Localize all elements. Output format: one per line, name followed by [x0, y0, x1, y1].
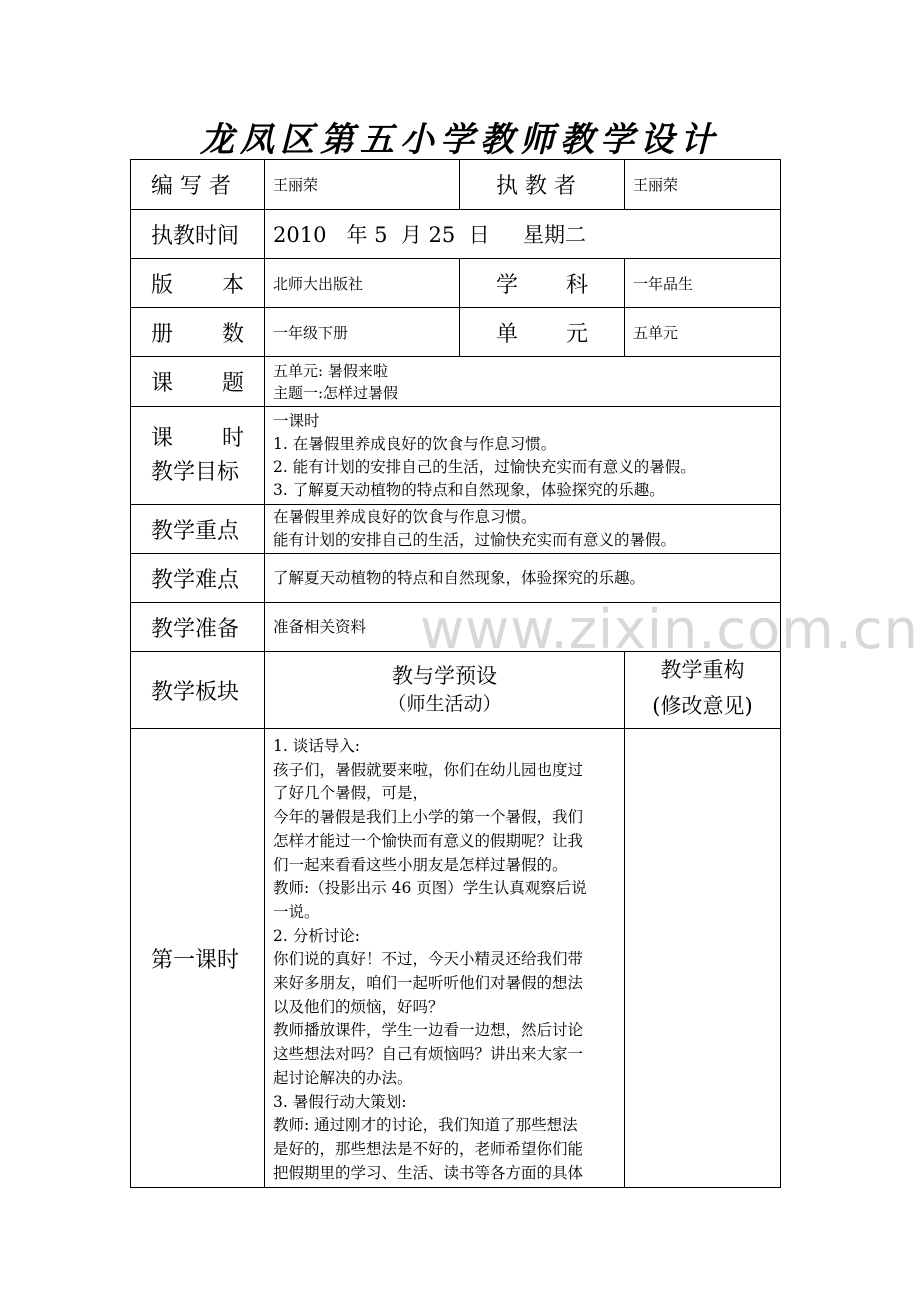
time-value: 2010 年 5 月 25 日 星期二: [265, 210, 781, 259]
difficulty-label: 教学难点: [131, 554, 265, 603]
first-lesson-content: 1. 谈话导入: 孩子们，暑假就要来啦，你们在幼儿园也度过 了好几个暑假，可是， 今年的暑假是我们上小学的第一个暑假，我们 怎样才能过一个愉快而有意义的假期呢？让我 们一起来看看这些小朋友是怎样过暑假的。 教师:（投影出示 46 页图）学生认真观察后说 一说。 2. 分析讨论: 你们说的真好！不过，今天小精灵还给我们带 来好多朋友，咱们一起听听他们对暑假的想法 以及他们的烦恼，好吗？ 教师播放课件，学生一边看一边想，然后讨论 这些想法对吗？自己有烦恼吗？讲出来大家一 起讨论解决的办法。 3. 暑假行动大策划: 教师: 通过刚才的讨论，我们知道了那些想法 是好的，那些想法是不好的，老师希望你们能 把假期里的学习、生活、读书等各方面的具体: [265, 729, 625, 1188]
edition-label: 版 本: [151, 272, 244, 298]
page-title: 龙凤区第五小学教师教学设计: [200, 120, 720, 160]
rebuild-header: 教学重构 (修改意见): [625, 652, 781, 729]
topic-value: 五单元: 暑假来啦 主题一:怎样过暑假: [265, 357, 781, 407]
key-row: [131, 505, 781, 554]
unit-value: 五单元: [625, 308, 781, 357]
lesson-plan-table: [130, 159, 781, 1188]
author-row: [131, 160, 781, 210]
key-label: 教学重点: [131, 505, 265, 554]
goal-row: [131, 407, 781, 505]
edition-row: [131, 259, 781, 308]
first-lesson-row: [131, 729, 781, 1188]
author-label: 编 写 者: [131, 160, 265, 210]
watermark: www.zixin.com.cn: [420, 598, 919, 661]
subject-label: 学 科: [496, 272, 588, 298]
difficulty-row: [131, 554, 781, 603]
prep-row: [131, 603, 781, 652]
volume-label: 册 数: [151, 321, 244, 347]
teacher-value: 王丽荣: [625, 160, 781, 210]
plan-header-row: [131, 652, 781, 729]
difficulty-value: 了解夏天动植物的特点和自然现象，体验探究的乐趣。: [265, 554, 781, 603]
volume-row: [131, 308, 781, 357]
prep-value: 准备相关资料: [265, 603, 781, 652]
edition-value: 北师大出版社: [265, 259, 460, 308]
key-content: 在暑假里养成良好的饮食与作息习惯。 能有计划的安排自己的生活，过愉快充实而有意义的暑假。: [265, 505, 781, 554]
first-lesson-rebuild: [625, 729, 781, 1188]
time-label: 执教时间: [131, 210, 265, 259]
preset-header: 教与学预设 （师生活动）: [265, 652, 625, 729]
goal-content: 一课时 1. 在暑假里养成良好的饮食与作息习惯。 2. 能有计划的安排自己的生活，过愉快充实而有意义的暑假。 3. 了解夏天动植物的特点和自然现象，体验探究的乐趣。: [265, 407, 781, 505]
author-value: 王丽荣: [265, 160, 460, 210]
first-lesson-label: 第一课时: [131, 729, 265, 1188]
subject-value: 一年品生: [625, 259, 781, 308]
block-label: 教学板块: [131, 652, 265, 729]
time-row: [131, 210, 781, 259]
topic-label: 课 题: [151, 371, 244, 396]
unit-label: 单 元: [496, 321, 588, 347]
goal-label: 教学目标: [151, 459, 240, 485]
period-label: 课 时: [151, 425, 244, 451]
topic-row: [131, 357, 781, 407]
prep-label: 教学准备: [131, 603, 265, 652]
volume-value: 一年级下册: [265, 308, 460, 357]
teacher-label: 执 教 者: [460, 160, 625, 210]
